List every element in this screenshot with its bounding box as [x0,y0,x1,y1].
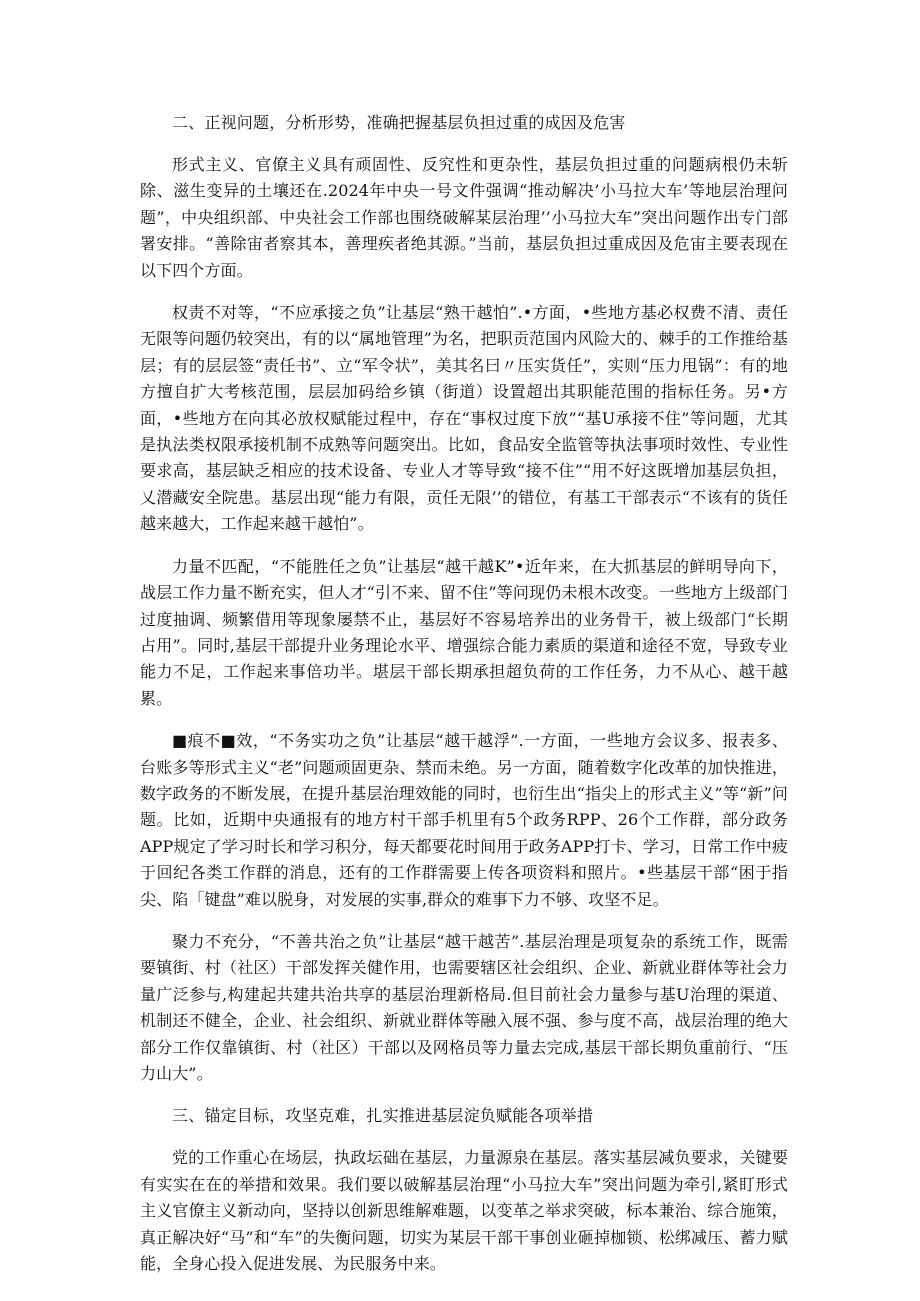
paragraph-4: ■痕不■效，“不务实功之负”让基层“越干越浮”.一方面，一些地方会议多、报表多、台账多等形式主义“老”问题顽固更杂、禁而未绝。另一方面，随着数字化改革的加快推进，数字政务的不断发展，在提升基层治理效能的同时，也衍生出“指尖上的形式主义”等“新”问题。比如，近期中央通报有的地方村干部手机里有5个政务RPP、26个工作群，部分政务APP规定了学习时长和学习积分，每天都要花时间用于政务APP打卡、学习，日常工作中疲于回纪各类工作群的消息，还有的工作群需要上传各项资料和照片。•些基层干部“困于指尖、陷「键盘”难以脱身，对发展的实事,群众的难事下力不够、攻坚不足。 [140,731,788,909]
section-heading-3: 三、锚定目标，攻坚克难，扎实推进基层淀负赋能各项举措 [172,1106,594,1126]
section-heading-2: 二、正视问题，分析形势，准确把握基层负担过重的成因及危害 [172,113,626,132]
paragraph-3: 力量不匹配，“不能胜任之负”让基层“越干越K”•近年来，在大抓基层的鲜明导向下，战层工作力量不断充实，但人才“引不来、留不住”等问现仍未根木改变。一些地方上级部门过度抽调、频繁借用等现象屡禁不止，基层好不容易培养出的业务骨干，被上级部门“长期占用”。同时,基层干部提升业务理论水平、增强综合能力素质的渠道和途径不宽，导致专业能力不足，工作起来事倍功半。堪层干部长期承担超负荷的工作任务，力不从心、越干越累。 [140,556,788,708]
paragraph-1: 形式主义、官僚主义具有顽固性、反究性和更杂性，基层负担过重的问题病根仍未斩除、滋生变异的土壤还在.2024年中央一号文件强调“推动解决’小马拉大车’等地层治理问题”，中央组织部、中央社会工作部也围绕破解某层治理’’小马拉大车”突出问题作出专门部署安排。“善除宙者察其本，善理疾者绝其源。”当前，基层负担过重成因及危宙主要表现在以下四个方面。 [140,155,788,280]
paragraph-2: 权责不对等，“不应承接之负”让基层“熟干越怕”.•方面，•些地方基必权费不清、责任无限等问题仍较突出，有的以“属地管理”为名，把职贡范国内风险大的、棘手的工作推给基层；有的层层签“责任书”、立“军令状”，美其名曰〃压实货任”，实则“压力甩锅”：有的地方擅自扩大考核范围，层层加码给乡镇（街道）设置超出其职能范围的指标任务。另•方面，•些地方在向其必放权赋能过程中，存在“事权过度下放”“基U承接不住”等问题，尤其是执法类权限承接机制不成熟等问题突出。比如，食品安全监管等执法事项时效性、专业性要求高，基层缺乏相应的技术设备、专业人才等导致“接不住”“用不好这既增加基层负担，乂潜藏安全院患。基层出现“能力有限，贡任无限’’的错位，有基工干部表示“不该有的货任越来越大，工作起来越干越怕”。 [140,303,788,534]
paragraph-5: 聚力不充分，“不善共治之负”让基层“越干越苦”.基层治理是项复杂的系统工作，既需要镇街、村（社区）干部发挥关健作用，也需要辖区社会组织、企业、新就业群体等社会力量广泛参与,构建起共建共治共享的基层治理新格局.但目前社会力量参与基U治理的渠道、机制还不健全，企业、社会组织、新就业群体等融入展不强、参与度不高，战层治理的绝大部分工作仅靠镇街、村（社区）干部以及网格员等力量去完成,基层干部长期负重前行、“压力山大”。 [140,931,788,1083]
paragraph-6: 党的工作重心在场层，执政坛础在基层，力量源泉在基层。落实基层减负要求，关键要有实实在在的举措和效果。我们要以破解基层治理“小马拉大车”突出问题为牵引,紧盯形式主义官僚主义新动向，坚持以创新思维解难题，以变革之举求突破，标本兼治、综合施策，真正解决好“马”和“车”的失衡问题，切实为某层干部干事创业砸掉枷锁、松绑减压、蓄力赋能，全身心投入促进发展、为民服务中来。 [140,1148,788,1274]
document-body [140,110,788,1291]
